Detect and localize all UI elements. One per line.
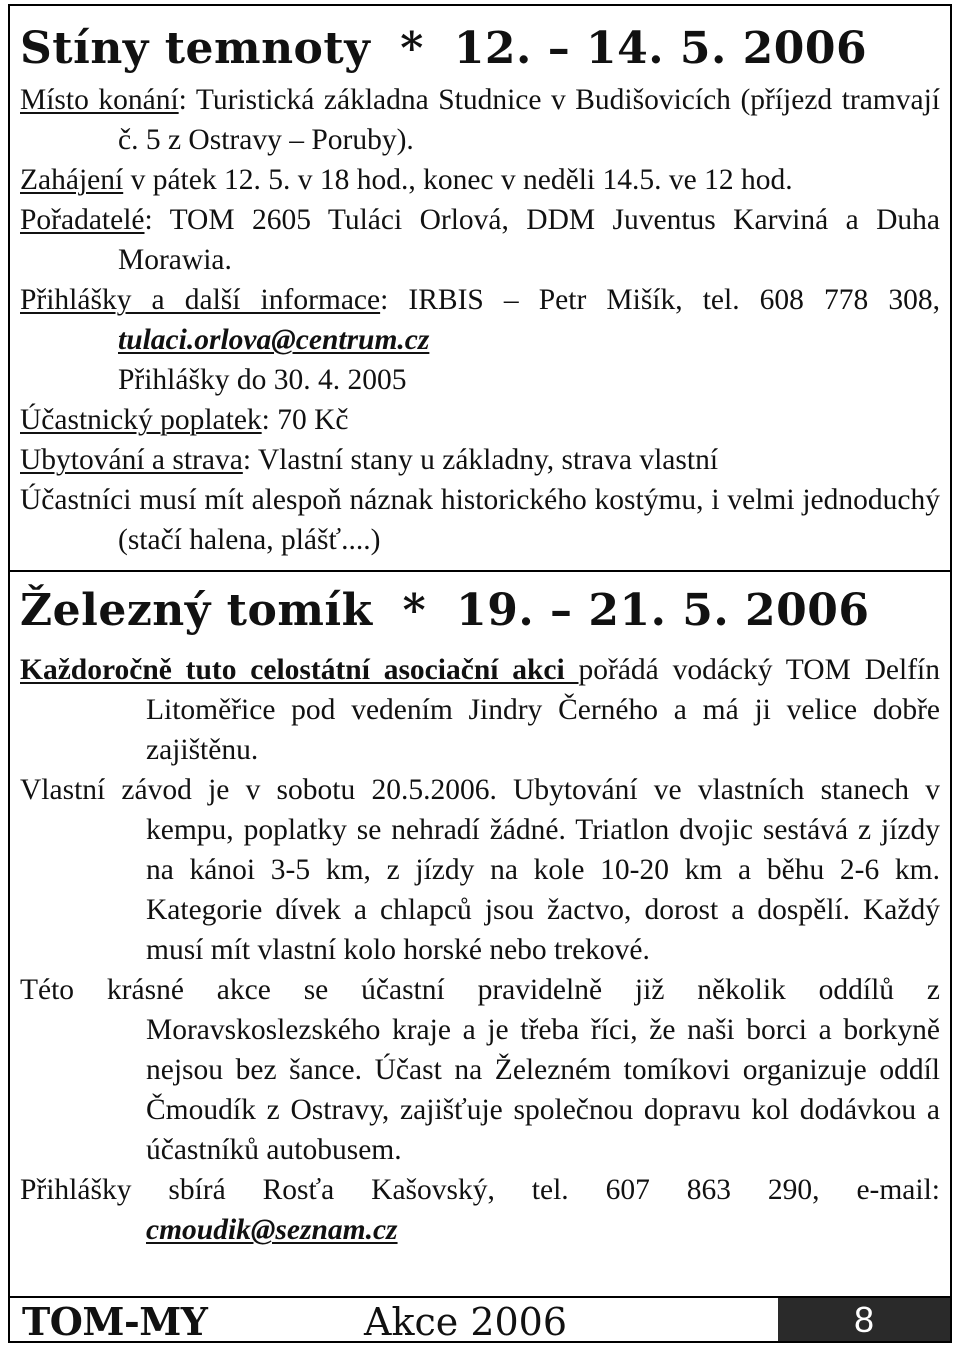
event-name: Železný tomík — [20, 585, 373, 636]
fee-paragraph — [20, 400, 940, 440]
contact-paragraph — [20, 1170, 940, 1250]
organizers-label: Pořadatelé — [20, 204, 145, 236]
accommodation-paragraph — [20, 440, 940, 480]
page-number: 8 — [778, 1298, 950, 1341]
event-name: Stíny temnoty — [20, 23, 371, 74]
start-text: v pátek 12. 5. v 18 hod., konec v neděli 14.5. ve 12 hod. — [123, 164, 793, 196]
organizers-text: : TOM 2605 Tuláci Orlová, DDM Juventus Karviná a Duha Morawia. — [118, 204, 940, 276]
start-label: Zahájení — [20, 164, 124, 196]
intro-label: Každoročně tuto celostátní asociační akci — [20, 654, 579, 686]
date-dash: – — [550, 585, 573, 636]
event-stiny-temnoty — [20, 22, 940, 560]
accommodation-label: Ubytování a strava — [20, 444, 243, 476]
venue-label: Místo konání — [20, 84, 179, 116]
title-star: * — [400, 23, 424, 74]
event-title — [20, 584, 940, 638]
event-zelezny-tomik — [20, 584, 940, 1250]
costume-paragraph: Účastníci musí mít alespoň náznak historického kostýmu, i velmi jednoduchý (stačí halena, plášť....) — [20, 484, 940, 556]
title-star: * — [402, 585, 427, 636]
event-date-to: 21. 5. 2006 — [588, 585, 870, 636]
fee-text: : 70 Kč — [261, 404, 349, 436]
participants-paragraph: Této krásné akce se účastní pravidelně již několik oddílů z Moravskoslezského kraje a je třeba říci, že naši borci a borkyně nejsou bez šance. Účast na Železném tomíkovi organizuje oddíl Čmoudík z Ostravy, zajišťuje společnou dopravu kol dodávkou a účastníků autobusem. — [20, 974, 940, 1166]
venue-text: : Turistická základna Studnice v Budišovicích (příjezd tramvají č. 5 z Ostravy – Poruby). — [118, 84, 940, 156]
organizers-paragraph — [20, 200, 940, 280]
event-title — [20, 22, 940, 76]
section-divider — [10, 570, 950, 572]
venue-paragraph — [20, 80, 940, 160]
race-paragraph: Vlastní závod je v sobotu 20.5.2006. Ubytování ve vlastních stanech v kempu, poplatky se nehradí žádné. Triatlon dvojic sestává z jízdy na kánoi 3-5 km, z jízdy na kole 10-20 km a běhu 2-6 km. Kategorie dívek a chlapců jsou žactvo, dorost a dospělí. Každý musí mít vlastní kolo horské nebo trekové. — [20, 774, 940, 966]
contact-email-link[interactable]: cmoudik@seznam.cz — [146, 1214, 398, 1246]
event-date-from: 12. — [453, 23, 532, 74]
footer-section-title: Akce 2006 — [364, 1300, 568, 1343]
event-date-to: 14. 5. 2006 — [586, 23, 868, 74]
contact-text: Přihlášky sbírá Rosťa Kašovský, tel. 607 863 290, e-mail: — [20, 1174, 940, 1206]
intro-text: pořádá vodácký TOM Delfín Litoměřice pod vedením Jindry Černého a má ji velice dobře zajištěnu. — [146, 654, 940, 766]
start-paragraph — [20, 160, 940, 200]
fee-label: Účastnický poplatek — [20, 404, 262, 436]
date-dash: – — [547, 23, 571, 74]
signup-text: : IRBIS – Petr Mišík, tel. 608 778 308, — [380, 284, 940, 316]
intro-paragraph — [20, 650, 940, 770]
page — [8, 4, 952, 1343]
signup-deadline: Přihlášky do 30. 4. 2005 — [118, 364, 407, 396]
event-date-from: 19. — [456, 585, 535, 636]
page-footer — [10, 1298, 950, 1341]
signup-paragraph — [20, 280, 940, 360]
signup-email-link[interactable]: tulaci.orlova@centrum.cz — [118, 324, 430, 356]
signup-label: Přihlášky a další informace — [20, 284, 381, 316]
footer-brand: TOM-MY — [22, 1299, 208, 1343]
accommodation-text: : Vlastní stany u základny, strava vlastní — [242, 444, 719, 476]
